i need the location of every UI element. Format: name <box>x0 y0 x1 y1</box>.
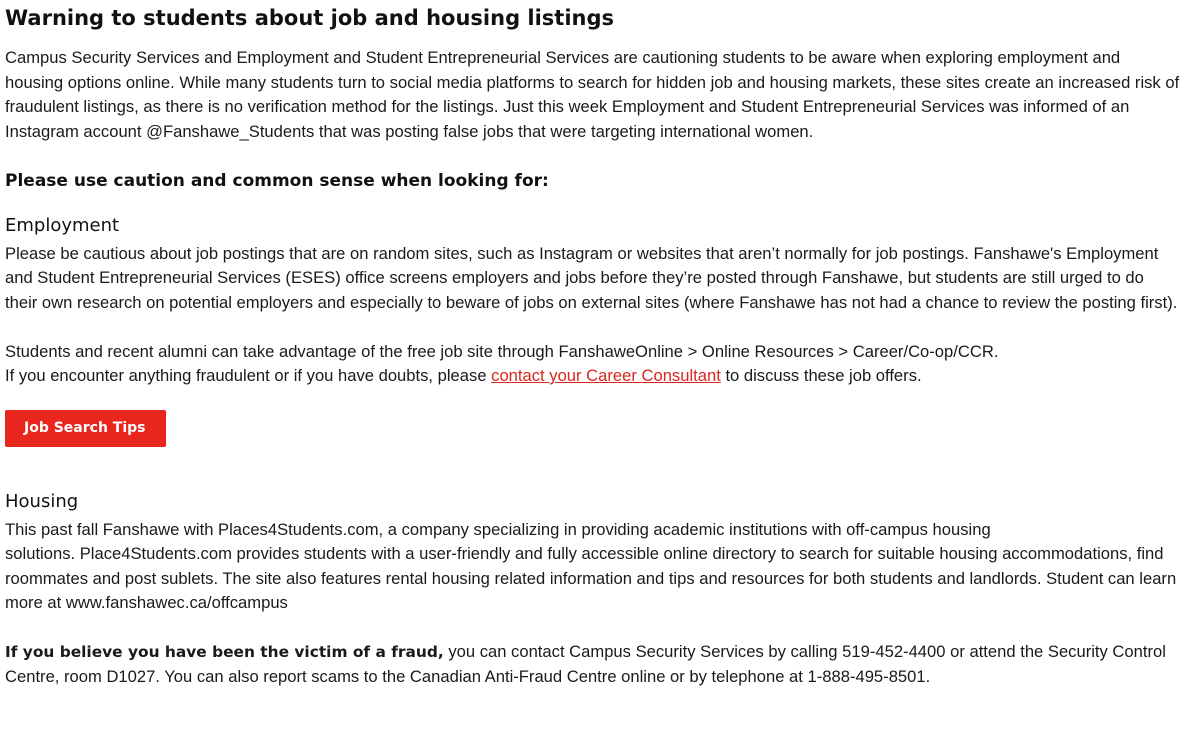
career-consultant-link[interactable]: contact your Career Consultant <box>491 366 721 385</box>
spacer <box>5 193 1180 213</box>
spacer <box>5 447 1180 489</box>
fraud-text: you can contact Campus Security Services by calling 519-452-4400 or attend the Security Control Centre, room D1027. You can also report scams to the Canadian Anti-Fraud Centre online or by telephone at 1-888-495-8501. <box>5 642 1166 686</box>
alumni-line: Students and recent alumni can take advantage of the free job site through FanshaweOnline > Online Resources > Career/Co-op/CCR. <box>5 341 999 361</box>
housing-line-1: This past fall Fanshawe with Places4Students.com, a company specializing in providing academic institutions with off-campus housing <box>5 519 991 539</box>
employment-contact-block <box>5 340 1180 389</box>
housing-paragraph <box>5 518 1180 616</box>
spacer <box>5 389 1180 410</box>
housing-line-2: solutions. Place4Students.com provides students with a user-friendly and fully accessible online directory to search for suitable housing accommodations, find roommates and post sublets. The site also features rental housing related information and tips and resources for both students and landlords. Student can learn more at www.fanshawec.ca/offcampus <box>5 544 1177 612</box>
spacer <box>5 616 1180 641</box>
contact-text-before: If you encounter anything fraudulent or if you have doubts, please <box>5 366 492 385</box>
employment-heading: Employment <box>5 214 120 236</box>
spacer <box>5 144 1180 169</box>
spacer <box>5 315 1180 340</box>
employment-paragraph: Please be cautious about job postings that are on random sites, such as Instagram or websites that aren’t normally for job postings. Fanshawe's Employment and Student Entrepreneurial Services (ESES) office screens employers and jobs before they’re posted through Fanshawe, but students are still urged to do their own research on potential employers and especially to beware of jobs on external sites (where Fanshawe has not had a chance to review the posting first). <box>5 243 1178 312</box>
fraud-bold-lead: If you believe you have been the victim of a fraud, <box>5 643 444 661</box>
contact-text-after: to discuss these job offers. <box>720 366 922 385</box>
job-search-tips-button[interactable]: Job Search Tips <box>5 410 166 447</box>
intro-paragraph: Campus Security Services and Employment and Student Entrepreneurial Services are cautioning students to be aware when exploring employment and housing options online. While many students turn to social media platforms to search for hidden job and housing markets, these sites create an increased risk of fraudulent listings, as there is no verification method for the listings. Just this week Employment and Student Entrepreneurial Services was informed of an Instagram account @Fanshawe_Students that was posting false jobs that were targeting international women. <box>5 48 1180 141</box>
page-title: Warning to students about job and housing listings <box>5 6 615 30</box>
caution-heading: Please use caution and common sense when looking for: <box>5 170 549 191</box>
fraud-paragraph <box>5 640 1180 689</box>
housing-heading: Housing <box>5 490 79 512</box>
